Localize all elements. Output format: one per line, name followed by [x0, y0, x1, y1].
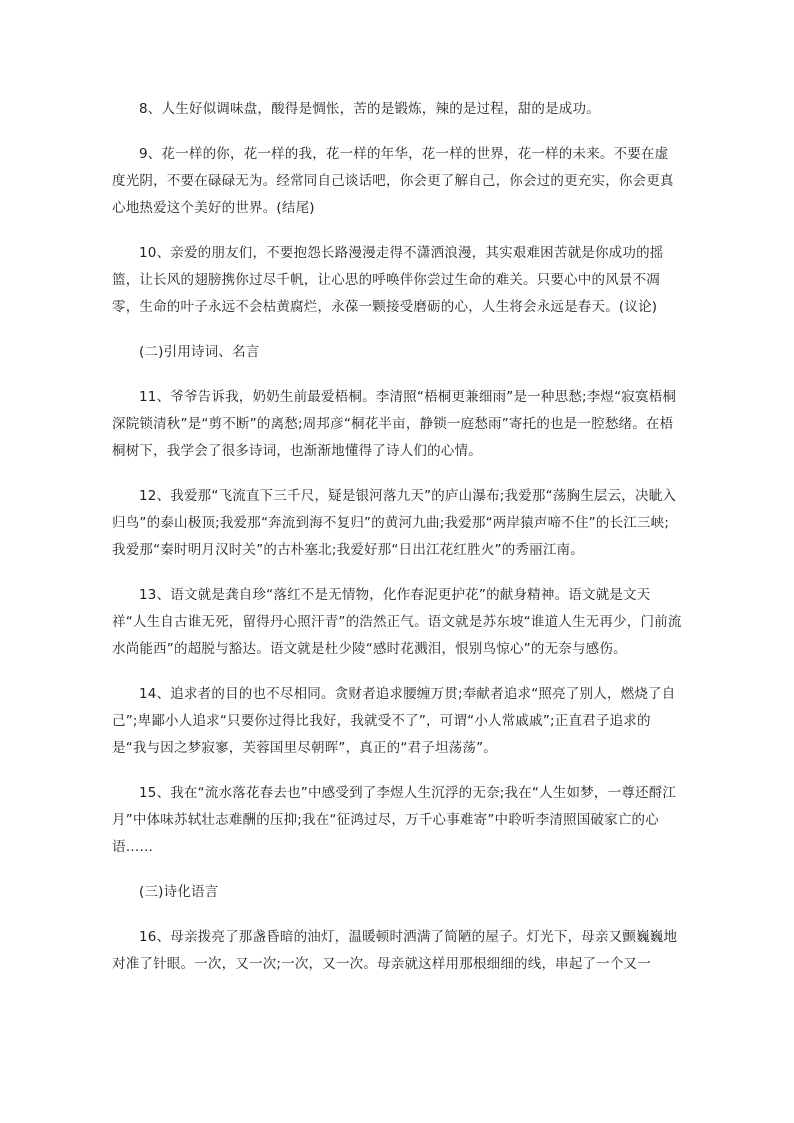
- section-heading-poetic-language: (三)诗化语言: [139, 884, 219, 900]
- list-item-10: 10、亲爱的朋友们，不要抱怨长路漫漫走得不潇洒浪漫，其实艰难困苦就是你成功的摇篮，让长风的翅膀携你过尽千帆，让心思的呼唤伴你尝过生命的难关。只要心中的风景不凋零，生命的叶子永远不会枯黄腐烂，永葆一颗接受磨砺的心，人生将会永远是春天。(议论): [112, 245, 664, 315]
- list-item-9: 9、花一样的你，花一样的我，花一样的年华，花一样的世界，花一样的未来。不要在虚度光阴，不要在碌碌无为。经常同自己谈话吧，你会更了解自己，你会过的更充实，你会更真心地热爱这个美好的世界。(结尾): [112, 146, 674, 216]
- list-item-14: 14、追求者的目的也不尽相同。贪财者追求腰缠万贯;奉献者追求“照亮了别人，燃烧了自己”;卑鄙小人追求“只要你过得比我好，我就受不了”，可谓“小人常戚戚”;正直君子追求的是“我与因之梦寂寥，芙蓉国里尽朝晖”，真正的“君子坦荡荡”。: [112, 686, 676, 756]
- list-item-16: 16、母亲拨亮了那盏昏暗的油灯，温暖顿时洒满了简陋的屋子。灯光下，母亲又颤巍巍地对准了针眼。一次，又一次;一次，又一次。母亲就这样用那根细细的线，串起了一个又一: [112, 929, 678, 972]
- list-item-11: 11、爷爷告诉我，奶奶生前最爱梧桐。李清照“梧桐更兼细雨”是一种思愁;李煜“寂寞梧桐深院锁清秋”是“剪不断”的离愁;周邦彦“桐花半亩，静锁一庭愁雨”寄托的也是一腔愁绪。在梧桐树下，我学会了很多诗词，也渐渐地懂得了诗人们的心情。: [112, 389, 677, 459]
- list-item-13: 13、语文就是龚自珍“落红不是无情物，化作春泥更护花”的献身精神。语文就是文天祥“人生自古谁无死，留得丹心照汗青”的浩然正气。语文就是苏东坡“谁道人生无再少，门前流水尚能西”的超脱与豁达。语文就是杜少陵“感时花溅泪，恨别鸟惊心”的无奈与感伤。: [112, 587, 682, 657]
- list-item-8: 8、人生好似调味盘，酸得是惆怅，苦的是锻炼，辣的是过程，甜的是成功。: [139, 101, 600, 117]
- section-heading-quotes: (二)引用诗词、名言: [139, 344, 260, 360]
- list-item-15: 15、我在“流水落花春去也”中感受到了李煜人生沉浮的无奈;我在“人生如梦，一尊还酹江月”中体味苏轼壮志难酬的压抑;我在“征鸿过尽，万千心事难寄”中聆听李清照国破家亡的心语……: [112, 785, 677, 855]
- list-item-12: 12、我爱那“飞流直下三千尺，疑是银河落九天”的庐山瀑布;我爱那“荡胸生层云，决眦入归鸟”的泰山极顶;我爱那“奔流到海不复归”的黄河九曲;我爱那“两岸猿声啼不住”的长江三峡;我爱那“秦时明月汉时关”的古朴塞北;我爱好那“日出江花红胜火”的秀丽江南。: [112, 488, 677, 558]
